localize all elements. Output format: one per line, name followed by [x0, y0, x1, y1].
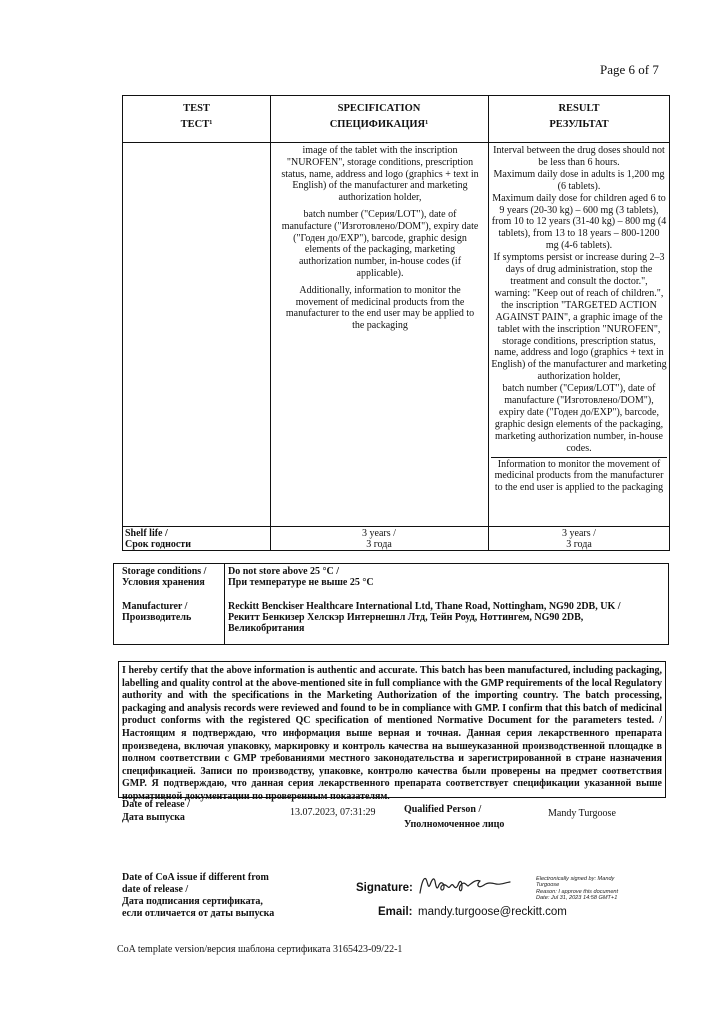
specification-table: [122, 95, 670, 551]
certification-statement: I hereby certify that the above information is authentic and accurate. This batch has been manufactured, including packaging, labelling and quality control at the above-mentioned site in full compliance with the GMP requirements of the local Regulatory authority and with the specifications in the Marketing Authorization of the importing country. The batch processing, packaging and analysis records were reviewed and found to be in compliance with GMP. I confirm that this batch of medicinal product conforms with the registered QC specification of mentioned Normative Document for the parameters tested. / Настоящим я подтверждаю, что информация выше верная и точная. Данная серия лекарственного препарата произведена, включая упаковку, маркировку и контроль качества на вышеуказанной производственной площадке в полном соответствии с GMP требованиями местного законодательства и зарегистрированной в стране назначения спецификацией. Записи по производству, упаковке, контролю качества были проверены на предмет соответствия GMP. Я подтверждаю, что данная серия лекарственного препарата соответствует спецификации указанной выше нормативной документации по проверенным показателям.: [122, 665, 662, 802]
column-divider: [270, 96, 271, 550]
manufacturer-value-line: Великобритания: [228, 623, 305, 634]
shelf-life-result-ru: 3 года: [566, 539, 592, 550]
header-result-ru: РЕЗУЛЬТАТ: [549, 119, 609, 130]
result-paragraph: If symptoms persist or increase during 2–3 days of drug administration, stop the treatment and consult the doctor.",: [493, 252, 665, 287]
esig-line: Reason: I approve this document: [536, 888, 619, 895]
shelf-life-spec-en: 3 years /: [362, 528, 396, 539]
storage-value-en: Do not store above 25 °C /: [228, 566, 340, 577]
manufacturer-label-en: Manufacturer /: [122, 601, 188, 612]
result-paragraph: Maximum daily dose in adults is 1,200 mg (6 tablets).: [493, 168, 665, 192]
column-divider: [224, 564, 225, 644]
release-date-value: 13.07.2023, 07:31:29: [290, 807, 376, 818]
specification-cell: [280, 145, 480, 337]
certification-box: [118, 661, 666, 802]
header-spec-ru: СПЕЦИФИКАЦИЯ¹: [329, 119, 429, 130]
manufacturer-value: [228, 601, 621, 634]
qualified-person-label: [404, 802, 504, 832]
shelf-life-label: [125, 528, 191, 550]
manufacturer-value-line: Reckitt Benckiser Healthcare International Ltd, Thane Road, Nottingham, NG90 2DB, UK /: [228, 601, 621, 612]
result-paragraph: Maximum daily dose for children aged 6 to 9 years (20-30 kg) – 600 mg (3 tablets), from 10 to 12 years (31-40 kg) – 800 mg (4 tablets), from 13 to 18 years – 800-1200 mg (4-6 tablets).: [491, 192, 667, 252]
shelf-life-result-en: 3 years /: [562, 528, 596, 539]
signature-image: [418, 871, 514, 902]
email-label: Email:: [378, 906, 413, 918]
esig-line: Date: Jul 31, 2023 14:58 GMT+1: [536, 895, 618, 902]
coa-issue-label-line: date of release /: [122, 884, 189, 895]
coa-issue-label-line: Date of CoA issue if different from: [122, 872, 269, 883]
template-version: CoA template version/версия шаблона сертификата 3165423-09/22-1: [117, 944, 403, 955]
header-result-en: RESULT: [558, 103, 600, 114]
spec-paragraph: image of the tablet with the inscription "NUROFEN", storage conditions, prescription status, name, address and logo (graphics + text in English) of the manufacturer and marketing authorization holder,: [281, 145, 479, 204]
signature-label: Signature:: [356, 882, 413, 894]
row-divider: [123, 526, 669, 527]
release-date-label: [122, 798, 190, 824]
manufacturer-label-ru: Производитель: [122, 612, 192, 623]
result-paragraph: batch number ("Серия/LOT"), date of manufacture ("Изготовлено/DOM"), expiry date ("Годен до/EXP"), barcode, graphic design elements of the packaging, marketing authorization number, in-house codes.: [494, 383, 664, 454]
result-paragraph: Information to monitor the movement of medicinal products from the manufacturer to the end user is applied to the packaging: [491, 457, 667, 495]
result-cell: [491, 145, 667, 494]
storage-label: [122, 566, 206, 588]
electronic-signature-stamp: [536, 876, 618, 902]
column-divider: [488, 96, 489, 550]
release-date-label-en: Date of release /: [122, 799, 190, 810]
qualified-person-label-en: Qualified Person /: [404, 804, 482, 815]
page-number: Page 6 of 7: [600, 62, 659, 77]
shelf-life-label-en: Shelf life /: [125, 528, 168, 539]
email-value: mandy.turgoose@reckitt.com: [418, 906, 567, 918]
spec-paragraph: Additionally, information to monitor the movement of medicinal products from the manufacturer to the end user may be applied to the packaging: [285, 284, 475, 332]
header-spec-en: SPECIFICATION: [337, 103, 421, 114]
qualified-person-label-ru: Уполномоченное лицо: [404, 819, 505, 830]
header-test-ru: ТЕСТ¹: [180, 119, 213, 130]
storage-value: [228, 566, 374, 588]
qualified-person-name: Mandy Turgoose: [548, 808, 616, 819]
result-paragraph: Interval between the drug doses should not be less than 6 hours.: [493, 145, 665, 168]
header-result: [488, 101, 670, 133]
result-paragraph: warning: "Keep out of reach of children.", the inscription "TARGETED ACTION AGAINST PAIN", a graphic image of the tablet with the inscription "NUROFEN", storage conditions, prescription status, name, address and logo (graphics + text in English) of the manufacturer and marketing authorization holder,: [491, 287, 667, 383]
esig-line: Electronically signed by: Mandy: [536, 876, 615, 882]
coa-issue-label-line: Дата подписания сертификата,: [122, 896, 263, 907]
header-test: [123, 101, 270, 133]
release-date-label-ru: Дата выпуска: [122, 812, 185, 823]
storage-label-ru: Условия хранения: [122, 577, 205, 588]
spec-paragraph: batch number ("Серия/LOT"), date of manufacture ("Изготовлено/DOM"), expiry date ("Годен до/EXP"), barcode, graphic design elements of the packaging, marketing authorization number, in-house codes (if applicable).: [281, 208, 479, 279]
handwritten-signature: [418, 871, 514, 899]
coa-issue-label-line: если отличается от даты выпуска: [122, 908, 275, 919]
shelf-life-result: [488, 528, 670, 550]
esig-line: Turgoose: [536, 882, 560, 889]
coa-issue-label: [122, 872, 274, 920]
shelf-life-spec: [270, 528, 488, 550]
shelf-life-label-ru: Срок годности: [125, 539, 191, 550]
storage-label-en: Storage conditions /: [122, 566, 207, 577]
header-divider: [123, 142, 669, 143]
manufacturer-label: [122, 601, 191, 623]
shelf-life-spec-ru: 3 года: [366, 539, 392, 550]
storage-manufacturer-box: [113, 563, 669, 645]
header-specification: [270, 101, 488, 133]
manufacturer-value-line: Рекитт Бенкизер Хелскэр Интернешнл Лтд, Тейн Роуд, Ноттингем, NG90 2DB,: [228, 612, 584, 623]
storage-value-ru: При температуре не выше 25 °C: [228, 577, 374, 588]
header-test-en: TEST: [183, 103, 210, 114]
